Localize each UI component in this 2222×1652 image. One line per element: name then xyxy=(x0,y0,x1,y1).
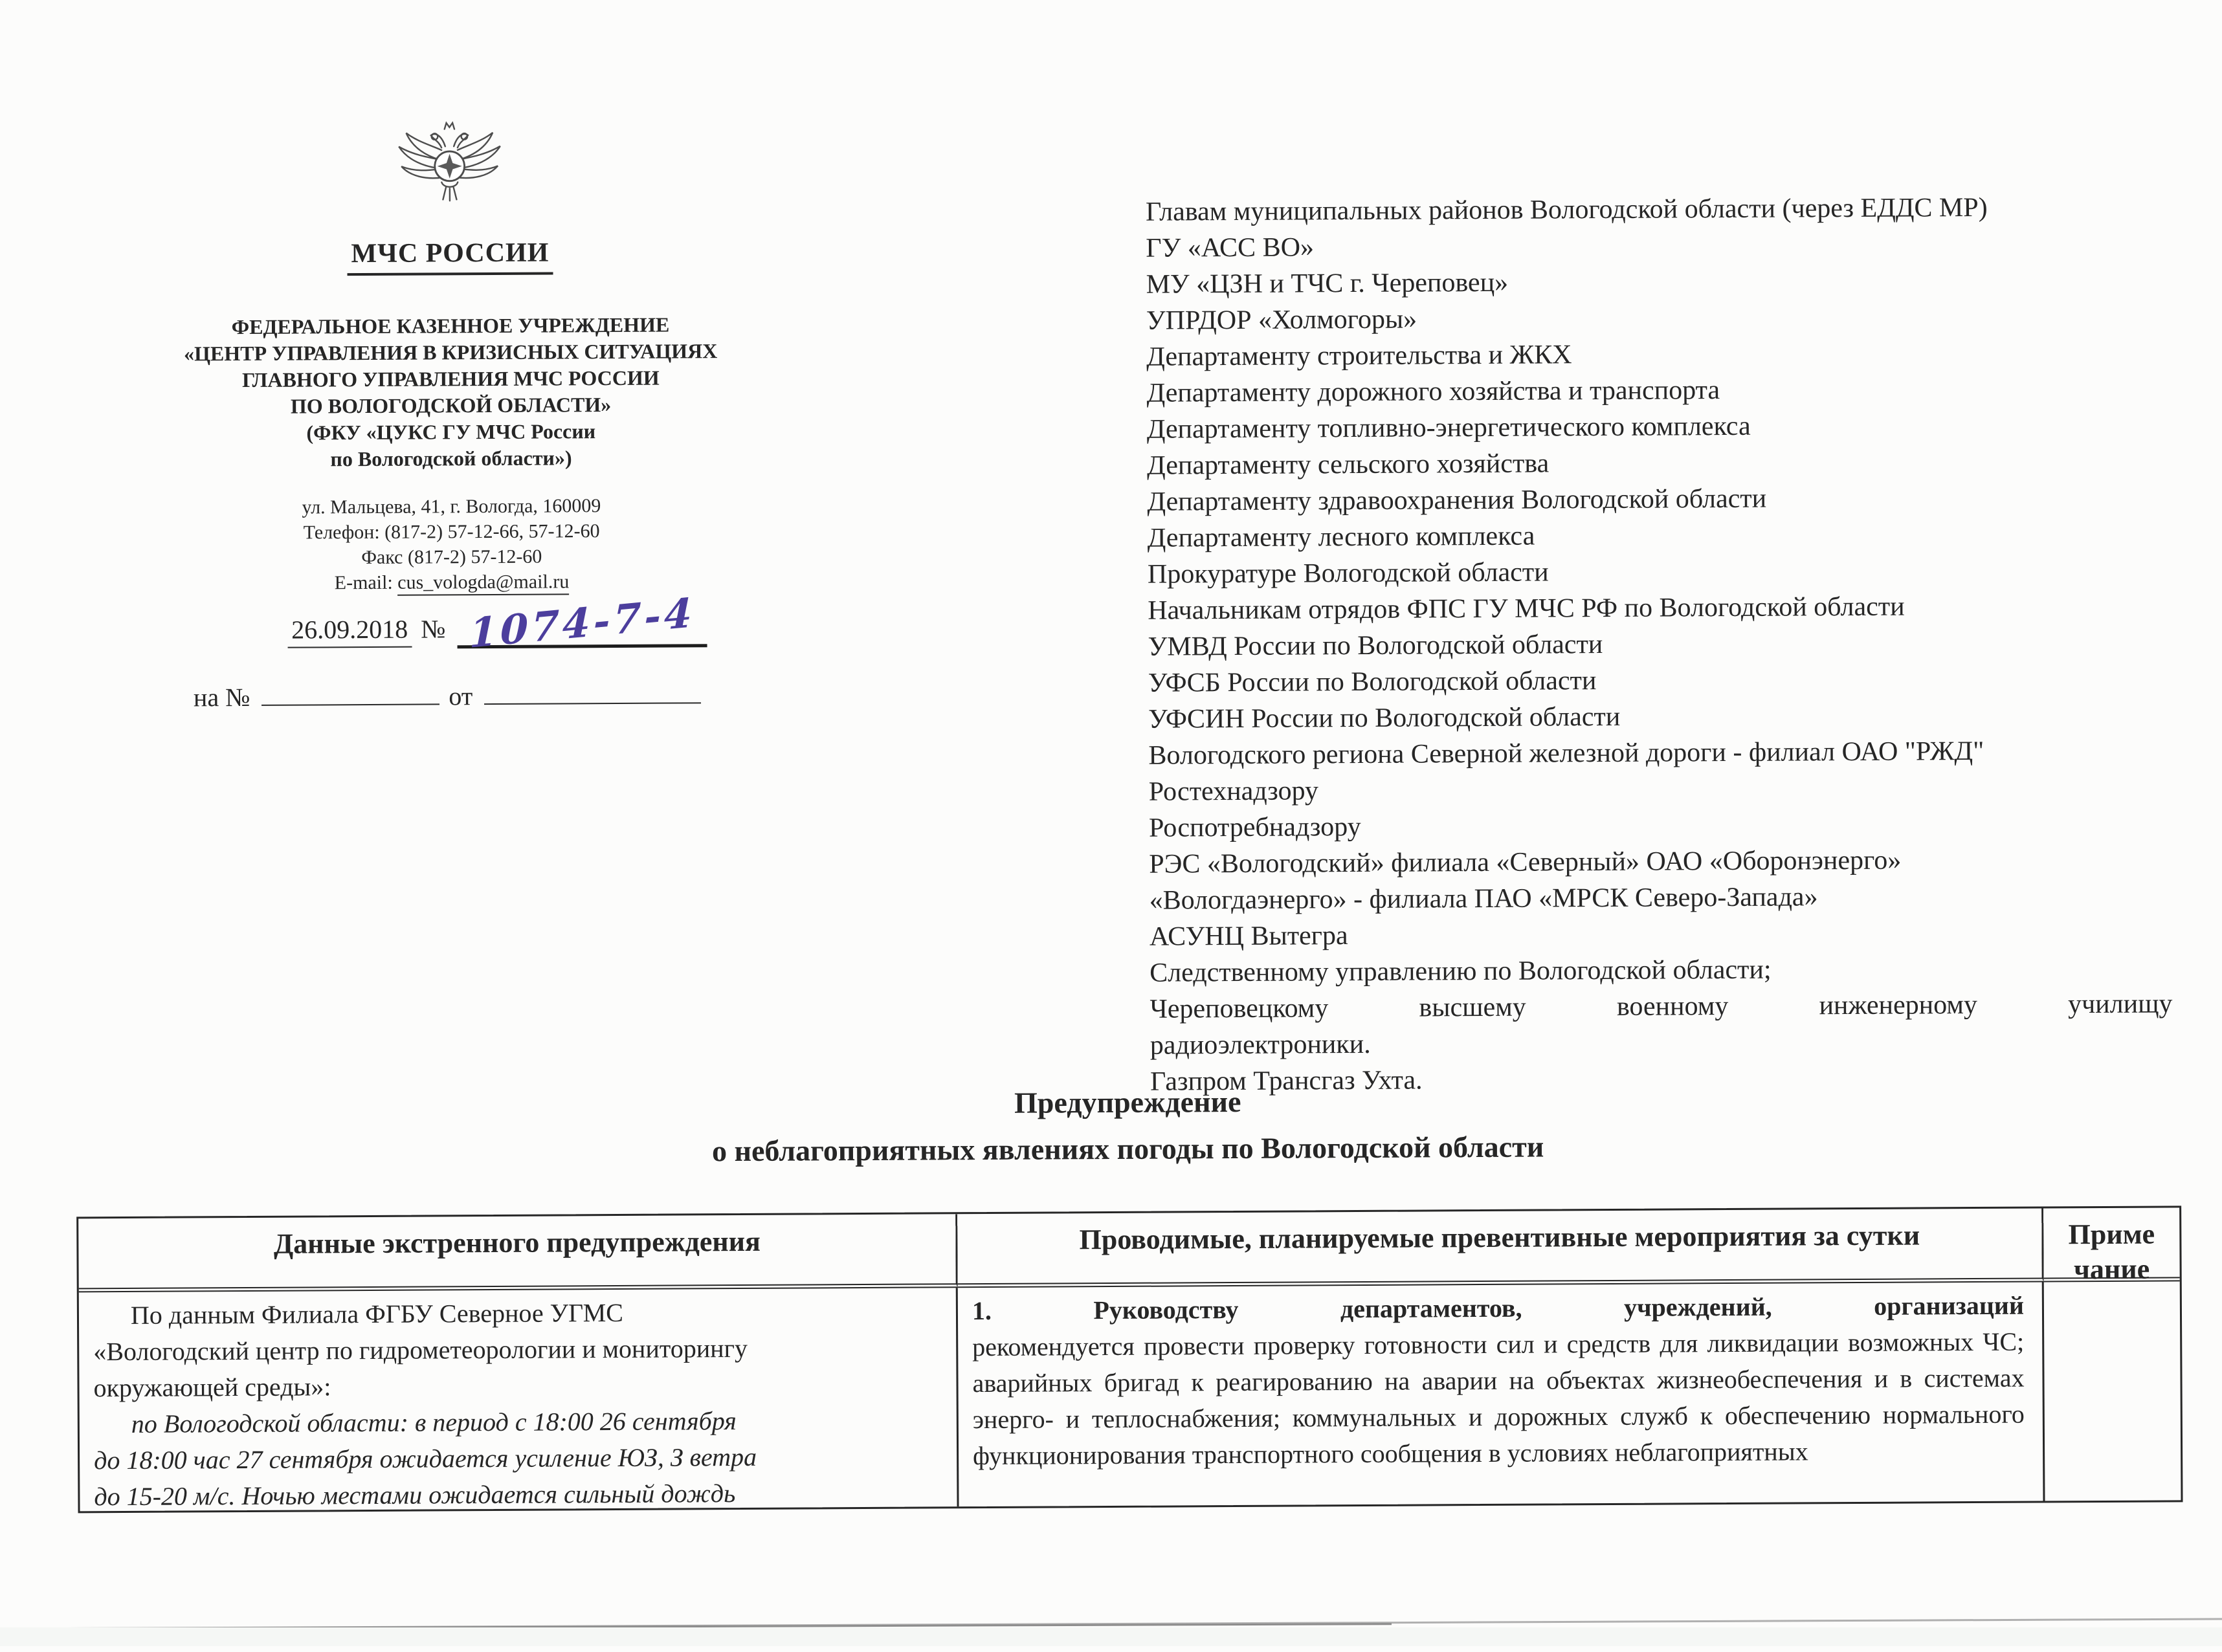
recipient-line: УПРДОР «Холмогоры» xyxy=(1146,304,1417,336)
email-line xyxy=(76,567,827,597)
recipient-line: Вологодского региона Северной железной дороги - филиал ОАО "РЖД" xyxy=(1148,736,1984,771)
org-name-line: по Вологодской области») xyxy=(330,446,572,471)
notes-cell xyxy=(2044,1281,2181,1501)
ref-prefix: на № xyxy=(193,682,250,712)
emergency-data-cell xyxy=(79,1288,959,1511)
org-short-title xyxy=(87,236,812,277)
ref-date-blank xyxy=(484,676,701,705)
recipient-line: Газпром Трансгаз Ухта. xyxy=(1150,1065,1423,1097)
emergency-data-line: до 15-20 м/с. Ночью местами ожидается сильный дождь xyxy=(94,1479,736,1512)
recipient-line: Департаменту строительства и ЖКХ xyxy=(1146,340,1572,372)
recipient-line: УФСБ России по Вологодской области xyxy=(1148,666,1597,698)
header-preventive-measures: Проводимые, планируемые превентивные мероприятия за сутки xyxy=(957,1208,2044,1288)
preventive-measures-text: рекомендуется провести проверку готовности сил и средств для ликвидации возможных ЧС; аварийных бригад к реагированию на аварии на объектах жизнеобеспечения и в системах энерго- и теплоснабжения; коммунальных и дорожных служб к обеспечению нормального функционирования транспортного сообщения в условиях неблагоприятных xyxy=(972,1327,2025,1471)
number-sign: № xyxy=(421,614,446,644)
recipient-line: Департаменту дорожного хозяйства и транспорта xyxy=(1146,375,1720,408)
emergency-data-line: «Вологодский центр по гидрометеорологии и мониторингу xyxy=(93,1333,748,1367)
doc-title-line1: Предупреждение xyxy=(1014,1085,1241,1119)
recipient-line: Департаменту топливно-энергетического комплекса xyxy=(1146,411,1751,445)
recipient-line: МУ «ЦЗН и ТЧС г. Череповец» xyxy=(1146,267,1509,300)
recipient-line: РЭС «Вологодский» филиала «Северный» ОАО «Оборонэнерго» xyxy=(1149,845,1902,879)
address-line: ул. Мальцева, 41, г. Вологда, 160009 xyxy=(302,495,601,518)
org-name-block xyxy=(75,311,827,474)
scan-edge-strip xyxy=(0,1627,2222,1646)
recipient-line: УФСИН России по Вологодской области xyxy=(1148,701,1621,734)
date-value: 26.09.2018 xyxy=(287,615,412,648)
emergency-data-line: По данным Филиала ФГБУ Северное УГМС xyxy=(130,1297,624,1330)
recipients-list xyxy=(1146,188,2173,1099)
recipient-line: ГУ «АСС ВО» xyxy=(1146,232,1315,263)
address-line: Телефон: (817-2) 57-12-66, 57-12-60 xyxy=(303,520,600,544)
doc-title-line2: о неблагоприятных явлениях погоды по Вологодской области xyxy=(711,1130,1544,1168)
recipient-line: Роспотребнадзору xyxy=(1148,811,1361,843)
mchs-emblem-icon xyxy=(381,99,518,232)
ref-number-blank xyxy=(261,677,439,705)
recipient-line: Главам муниципальных районов Вологодской области (через ЕДДС МР) xyxy=(1145,192,1988,227)
doc-title xyxy=(79,1074,2177,1178)
recipient-line: Департаменту сельского хозяйства xyxy=(1146,448,1550,481)
email-label: E-mail: xyxy=(334,571,393,594)
preventive-measures-cell xyxy=(958,1282,2045,1506)
recipient-line: Следственному управлению по Вологодской области; xyxy=(1150,954,1772,988)
doc-number-handwritten: 1074-7-4 xyxy=(469,588,696,657)
header-emergency-data: Данные экстренного предупреждения xyxy=(78,1214,958,1292)
org-short-text: МЧС РОССИИ xyxy=(347,237,553,276)
org-name-line: ПО ВОЛОГОДСКОЙ ОБЛАСТИ» xyxy=(290,393,612,418)
address-block xyxy=(76,492,827,597)
recipient-line: УМВД России по Вологодской области xyxy=(1148,630,1603,662)
header-notes xyxy=(2043,1207,2180,1286)
recipient-line: Департаменту здравоохранения Вологодской области xyxy=(1147,483,1767,517)
org-name-line: ГЛАВНОГО УПРАВЛЕНИЯ МЧС РОССИИ xyxy=(241,366,660,392)
email-value: cus_vologda@mail.ru xyxy=(397,571,569,595)
ref-line xyxy=(194,676,702,712)
recipient-line: радиоэлектроники. xyxy=(1150,1029,1371,1061)
emergency-data-line: окружающей среды»: xyxy=(93,1372,331,1403)
emergency-data-line: по Вологодской области: в период с 18:00 26 сентября xyxy=(131,1406,737,1438)
recipient-line: Ростехнадзору xyxy=(1148,776,1319,807)
recipient-line: Прокуратуре Вологодской области xyxy=(1147,557,1549,589)
recipient-line: Департаменту лесного комплекса xyxy=(1147,521,1535,553)
header-notes-line1: Приме xyxy=(2068,1218,2155,1251)
weather-warning-table xyxy=(76,1206,2183,1513)
org-name-line: «ЦЕНТР УПРАВЛЕНИЯ В КРИЗИСНЫХ СИТУАЦИЯХ xyxy=(183,339,718,366)
recipient-line: АСУНЦ Вытегра xyxy=(1149,921,1348,952)
recipient-line: Начальникам отрядов ФПС ГУ МЧС РФ по Вологодской области xyxy=(1148,591,1905,626)
ref-from-label: от xyxy=(449,681,473,711)
date-line xyxy=(219,588,775,657)
preventive-measures-lead: 1. Руководству департаментов, учреждений, организаций xyxy=(972,1290,2025,1326)
doc-number-underline xyxy=(457,588,707,657)
org-name-line: ФЕДЕРАЛЬНОЕ КАЗЕННОЕ УЧРЕЖДЕНИЕ xyxy=(231,313,670,339)
address-line: Факс (817-2) 57-12-60 xyxy=(361,545,542,569)
org-name-line: (ФКУ «ЦУКС ГУ МЧС России xyxy=(306,419,596,445)
recipient-line: Череповецкому высшему военному инженерному училищу xyxy=(1150,989,2173,1024)
emergency-data-line: до 18:00 час 27 сентября ожидается усиление ЮЗ, З ветра xyxy=(94,1442,757,1475)
header-notes-line2: чание xyxy=(2073,1253,2150,1286)
recipient-line: «Вологдаэнерго» - филиала ПАО «МРСК Северо-Запада» xyxy=(1149,882,1818,916)
